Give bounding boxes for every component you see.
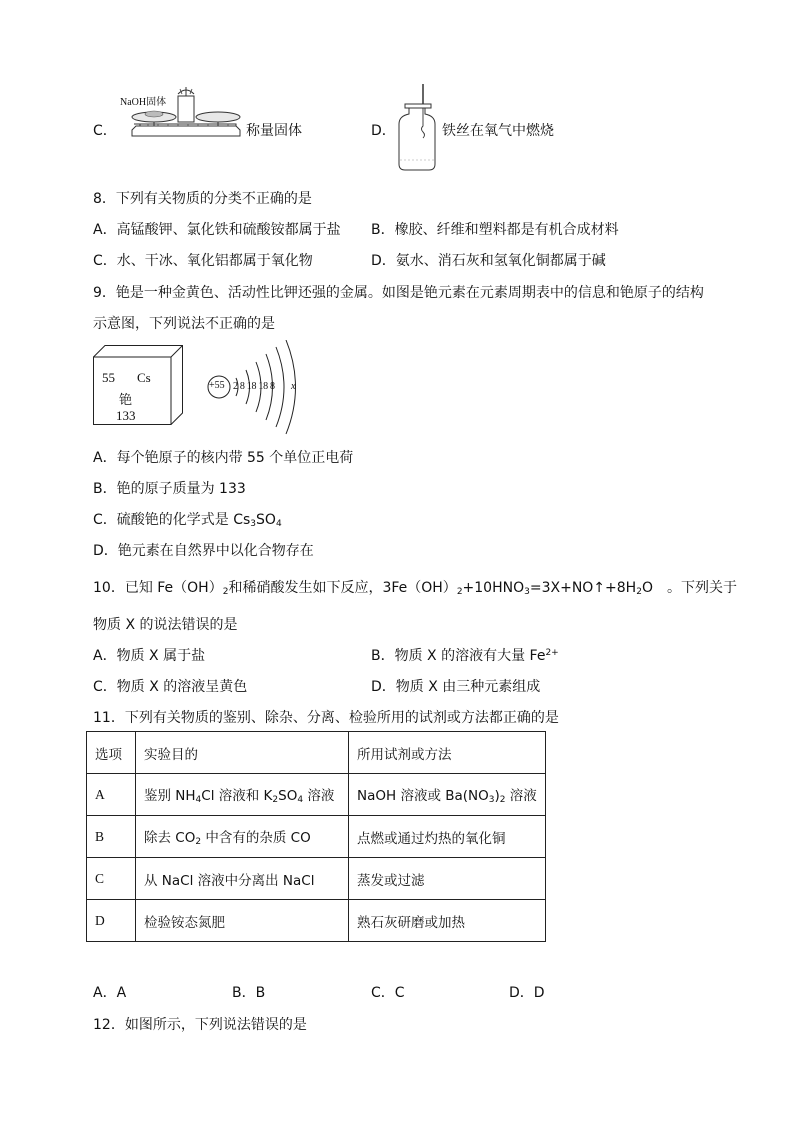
row-method: 蒸发或过滤 [349, 858, 546, 900]
outer-shell-x: x [291, 381, 296, 392]
q10-stem-line2: 物质 X 的说法错误的是 [93, 617, 238, 633]
q7-option-c-text: 称量固体 [246, 123, 302, 139]
balance-figure [118, 84, 243, 164]
q11-option-a: A．A [93, 985, 127, 1001]
row-method: NaOH 溶液或 $Ba(NO_3)_2$ 溶液 [349, 774, 546, 816]
row-option: C [87, 858, 136, 900]
q10-option-c: C．物质 X 的溶液呈黄色 [93, 679, 248, 695]
q11-option-c: C．C [371, 985, 405, 1001]
q11-table [86, 731, 546, 942]
q7-option-d-label: D． [371, 123, 396, 139]
atomic-mass: 133 [116, 408, 136, 423]
row-purpose: 检验铵态氮肥 [136, 900, 349, 942]
q8-option-d: D．氨水、消石灰和氢氧化铜都属于碱 [371, 253, 606, 269]
row-method: 熟石灰研磨或加热 [349, 900, 546, 942]
row-option: A [87, 774, 136, 816]
q9-stem-line1: 9．铯是一种金黄色、活动性比钾还强的金属。如图是铯元素在元素周期表中的信息和铯原子的结构 [93, 285, 704, 301]
q9-option-d: D．铯元素在自然界中以化合物存在 [93, 543, 314, 559]
q7-option-d-text: 铁丝在氧气中燃烧 [442, 123, 554, 139]
nucleus-charge: +55 [209, 380, 225, 391]
q9-option-b: B．铯的原子质量为 133 [93, 481, 246, 497]
row-purpose: 除去 $CO_2$ 中含有的杂质 CO [136, 816, 349, 858]
q9-option-a: A．每个铯原子的核内带 55 个单位正电荷 [93, 450, 354, 466]
q8-option-b: B．橡胶、纤维和塑料都是有机合成材料 [371, 222, 619, 238]
table-row [87, 900, 546, 942]
element-symbol: Cs [137, 370, 151, 385]
q7-option-c-label: C． [93, 123, 117, 139]
q10-option-a: A．物质 X 属于盐 [93, 648, 206, 664]
gas-bottle-icon [393, 84, 439, 174]
periodic-cell-figure [93, 345, 183, 425]
q11-option-d: D．D [509, 985, 545, 1001]
table-header-row [87, 732, 546, 774]
row-purpose: 从 NaCl 溶液中分离出 NaCl [136, 858, 349, 900]
row-option: B [87, 816, 136, 858]
atomic-number: 55 [102, 370, 115, 385]
shell-electron-counts: 2 8 18 18 8 [233, 381, 275, 392]
q9-stem-line2: 示意图，下列说法不正确的是 [93, 316, 275, 332]
atom-structure-figure [206, 340, 306, 435]
q8-option-c: C．水、干冰、氧化铝都属于氧化物 [93, 253, 313, 269]
row-method: 点燃或通过灼热的氧化铜 [349, 816, 546, 858]
q10-stem-line1: 10．已知 $Fe(OH)_2$和稀硝酸发生如下反应，$3Fe(OH)_2+10HNO_3=3X+NO↑+8H_2O$ 。下列关于 [93, 580, 737, 597]
table-row [87, 858, 546, 900]
q8-stem: 8．下列有关物质的分类不正确的是 [93, 191, 312, 207]
q11-option-b: B．B [232, 985, 266, 1001]
q10-option-b: B．物质 X 的溶液有大量 $Fe^{2+}$ [371, 648, 559, 664]
naoh-solid-label: NaOH固体 [120, 97, 167, 108]
q10-option-d: D．物质 X 由三种元素组成 [371, 679, 541, 695]
q11-stem: 11．下列有关物质的鉴别、除杂、分离、检验所用的试剂或方法都正确的是 [93, 710, 559, 726]
table-row [87, 816, 546, 858]
q9-option-c: C．硫酸铯的化学式是 $Cs_3SO_4$ [93, 512, 282, 529]
q12-stem: 12．如图所示，下列说法错误的是 [93, 1017, 307, 1033]
header-purpose: 实验目的 [136, 732, 349, 774]
q8-option-a: A．高锰酸钾、氯化铁和硫酸铵都属于盐 [93, 222, 341, 238]
row-purpose: 鉴别 $NH_4Cl$ 溶液和 $K_2SO_4$ 溶液 [136, 774, 349, 816]
oxygen-bottle-figure [393, 84, 439, 174]
row-option: D [87, 900, 136, 942]
header-option: 选项 [87, 732, 136, 774]
header-method: 所用试剂或方法 [349, 732, 546, 774]
table-row [87, 774, 546, 816]
element-name: 铯 [119, 393, 133, 408]
